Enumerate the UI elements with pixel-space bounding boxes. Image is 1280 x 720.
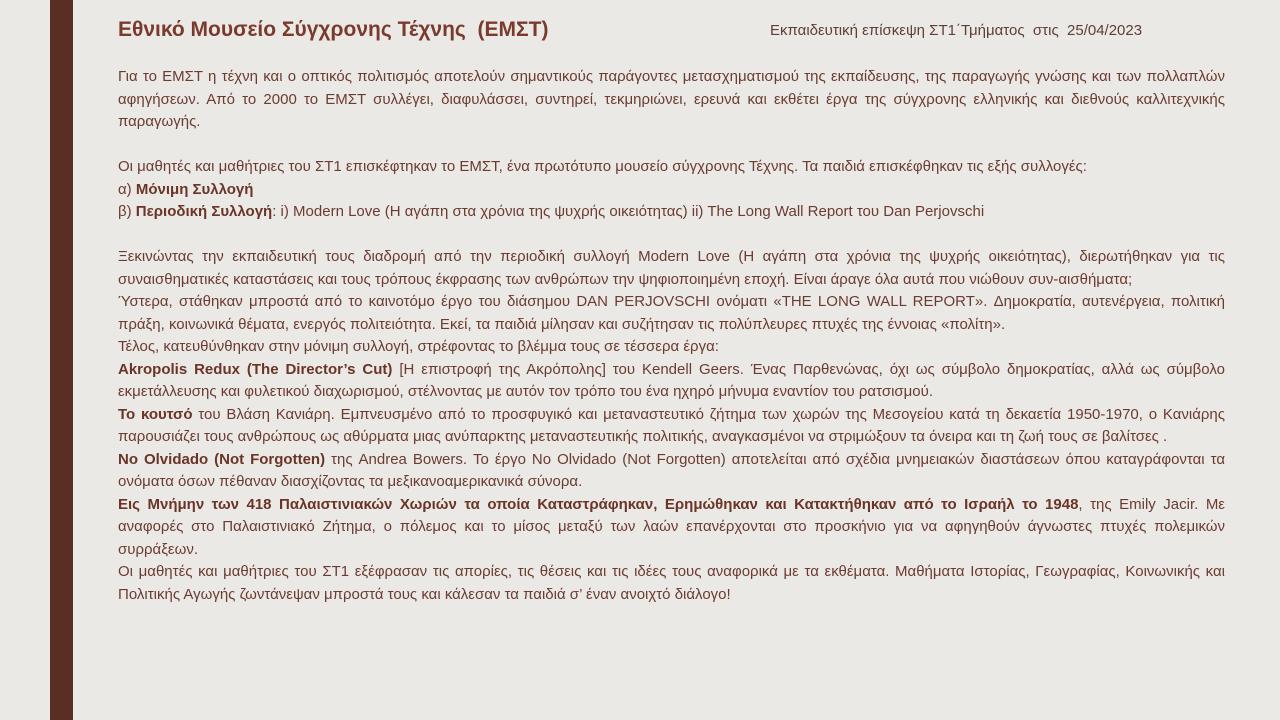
work-description: [Η επιστροφή της Ακρόπολης] του Kendell Geers. Ένας Παρθενώνας, όχι ως σύμβολο δημοκρατίας, αλλά ως σύμβολο εκμετάλλευσης και φυλετικού διαχωρισμού, στέλνοντας με αυτόν τον τρόπο του ένα ηχηρό μήνυμα εναντίον του ρατσισμού. xyxy=(118,360,1225,400)
work-item-akropolis xyxy=(118,359,1225,404)
work-description: της Andrea Bowers. Το έργο No Olvidado (Not Forgotten) αποτελείται από σχέδια μνημειακών διαστάσεων όπου καταγράφονται τα ονόματα όσων πέθαναν διασχίζοντας τα μεξικανοαμερικανικά σύνορα. xyxy=(118,450,1225,490)
collection-item-periodic xyxy=(118,201,1225,224)
slide-subtitle: Εκπαιδευτική επίσκεψη ΣΤ1΄Τμήματος στις 25/04/2023 xyxy=(770,22,1143,39)
collection-item-permanent xyxy=(118,179,1225,202)
collection-label: Περιοδική Συλλογή xyxy=(135,203,273,220)
intro-paragraph: Για το ΕΜΣΤ η τέχνη και ο οπτικός πολιτισμός αποτελούν σημαντικούς παράγοντες μετασχηματισμού της εκπαίδευσης, της παραγωγής γνώσης και των πολλαπλών αφηγήσεων. Από το 2000 το ΕΜΣΤ συλλέγει, διαφυλάσσει, συντηρεί, τεκμηριώνει, ερευνά και εκθέτει έργα της σύγχρονης ελληνικής και διεθνούς καλλιτεχνικής παραγωγής. xyxy=(118,68,1225,130)
visit-paragraph: Οι μαθητές και μαθήτριες του ΣΤ1 επισκέφτηκαν το ΕΜΣΤ, ένα πρωτότυπο μουσείο σύγχρονης Τέχνης. Τα παιδιά επισκέφθηκαν τις εξής συλλογές: xyxy=(118,158,1087,175)
work-item-jacir xyxy=(118,494,1225,562)
tour-perjovschi-paragraph: Ύστερα, στάθηκαν μπροστά από το καινοτόμο έργο του διάσημου DAN PERJOVSCHI ονόματι «THE LONG WALL REPORT». Δημοκρατία, αυτενέργεια, πολιτική πράξη, κοινωνικά θέματα, ενεργός πολιτειότητα. Εκεί, τα παιδιά μίλησαν και συζήτησαν τις πολύπλευρες πτυχές της έννοιας «πολίτη». xyxy=(118,293,1225,333)
work-title: Εις Μνήμην των 418 Παλαιστινιακών Χωριών τα οποία Καταστράφηκαν, Ερημώθηκαν και Κατακτήθηκαν από το Ισραήλ το 1948 xyxy=(118,495,1079,513)
work-item-koutso xyxy=(118,404,1225,449)
work-title: No Olvidado (Not Forgotten) xyxy=(118,450,326,468)
collection-detail: : i) Modern Love (Η αγάπη στα χρόνια της ψυχρής οικειότητας) ii) The Long Wall Report του Dan Perjovschi xyxy=(272,203,985,220)
work-description: του Βλάση Κανιάρη. Εμπνευσμένο από το προσφυγικό και μεταναστευτικό ζήτημα των χωρών της Μεσογείου κατά τη δεκαετία 1950-1970, ο Κανιάρης παρουσιάζει τους ανθρώπους ως αθύρματα μιας ανύπαρκτης μεταναστευτικής πολιτικής, αναγκασμένοι να στριμώξουν τα όνειρα και τη ζωή τους σε βαλίτσες . xyxy=(118,405,1225,445)
tour-start-paragraph: Ξεκινώντας την εκπαιδευτική τους διαδρομή από την περιοδική συλλογή Modern Love (Η αγάπη στα χρόνια της ψυχρής οικειότητας), διερωτήθηκαν για τις συναισθηματικές καταστάσεις και τους τρόπους έκφρασης των ανθρώπων την ψηφιοποιημένη εποχή. Είναι άραγε όλα αυτά που νιώθουν συν-αισθήματα; xyxy=(118,248,1225,288)
closing-paragraph: Οι μαθητές και μαθήτριες του ΣΤ1 εξέφρασαν τις απορίες, τις θέσεις και τις ιδέες τους αναφορικά με τα εκθέματα. Μαθήματα Ιστορίας, Γεωγραφίας, Κοινωνικής και Πολιτικής Αγωγής ζωντάνεψαν μπροστά τους και κάλεσαν τα παιδιά σ’ έναν ανοιχτό διάλογο! xyxy=(118,563,1225,603)
collection-label: Μόνιμη Συλλογή xyxy=(135,180,254,198)
slide-title: Εθνικό Μουσείο Σύγχρονης Τέχνης (ΕΜΣΤ) xyxy=(118,18,549,41)
work-title: Το κουτσό xyxy=(118,405,193,423)
slide-body xyxy=(118,66,1225,606)
work-item-no-olvidado xyxy=(118,449,1225,494)
collection-prefix: β) xyxy=(118,203,136,220)
tour-permanent-paragraph: Τέλος, κατευθύνθηκαν στην μόνιμη συλλογή, στρέφοντας το βλέμμα τους σε τέσσερα έργα: xyxy=(118,338,719,355)
decorative-side-bar xyxy=(50,0,73,720)
work-description: , της Emily Jacir. Με αναφορές στο Παλαιστινιακό Ζήτημα, ο πόλεμος και το μίσος μεταξύ των λαών επανέρχονται στο προσκήνιο για να αφηγηθούν άγνωστες πτυχές πολεμικών συρράξεων. xyxy=(118,495,1225,558)
collection-prefix: α) xyxy=(118,180,136,198)
work-title: Akropolis Redux (The Director’s Cut) xyxy=(118,360,393,378)
